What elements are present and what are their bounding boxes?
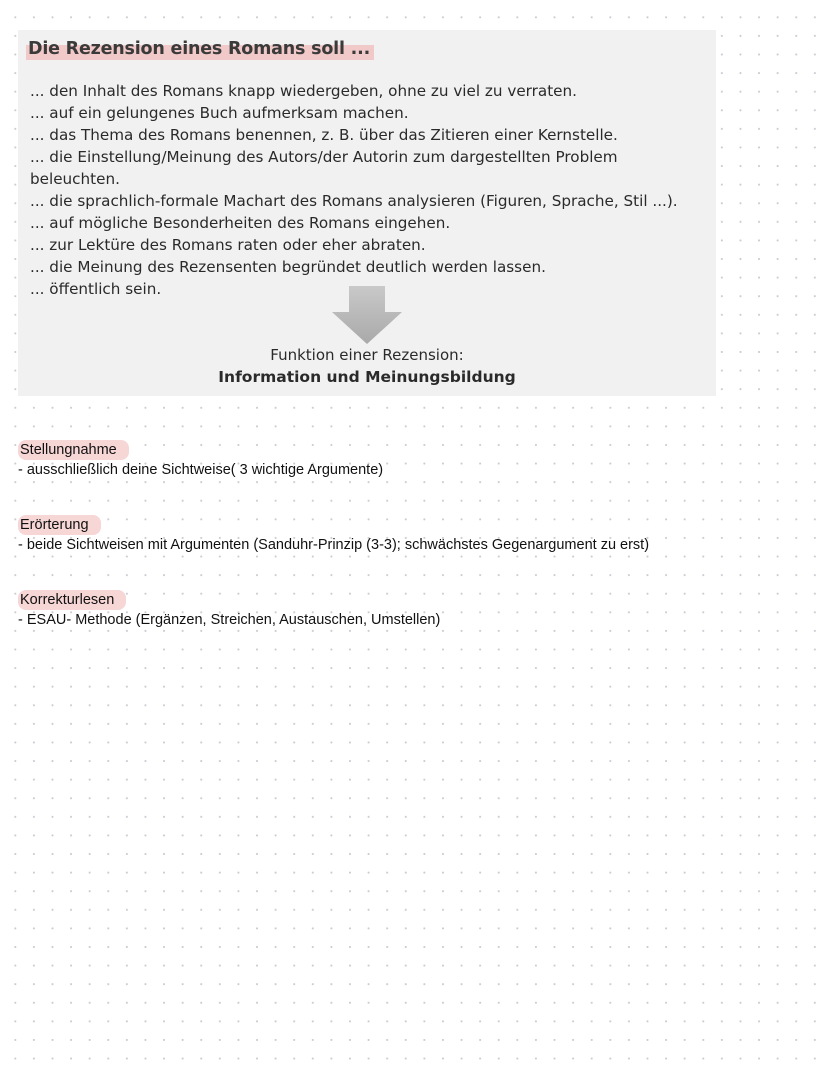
note-eroerterung xyxy=(18,515,649,554)
list-item: ... die Einstellung/Meinung des Autors/der Autorin zum dargestellten Problem beleuchten. xyxy=(30,148,618,188)
function-label: Funktion einer Rezension: xyxy=(270,346,464,364)
note-text: - ESAU- Methode (Ergänzen, Streichen, Austauschen, Umstellen) xyxy=(18,612,441,628)
scanned-textbook-excerpt xyxy=(18,30,716,396)
note-heading: Stellungnahme xyxy=(18,440,129,460)
list-item: ... den Inhalt des Romans knapp wiedergeben, ohne zu viel zu verraten. xyxy=(30,82,577,100)
review-criteria-list xyxy=(30,80,710,300)
list-item: ... auf mögliche Besonderheiten des Romans eingehen. xyxy=(30,214,451,232)
note-korrekturlesen xyxy=(18,590,440,629)
excerpt-title: Die Rezension eines Romans soll ... xyxy=(26,38,374,62)
list-item: ... öffentlich sein. xyxy=(30,280,162,298)
down-arrow-icon xyxy=(332,286,402,344)
function-value: Information und Meinungsbildung xyxy=(218,368,516,386)
note-text: - beide Sichtweisen mit Argumenten (Sanduhr-Prinzip (3-3); schwächstes Gegenargument zu erst) xyxy=(18,537,650,553)
note-heading: Erörterung xyxy=(18,515,101,535)
list-item: ... auf ein gelungenes Buch aufmerksam machen. xyxy=(30,104,409,122)
list-item: ... zur Lektüre des Romans raten oder eher abraten. xyxy=(30,236,426,254)
list-item: ... die sprachlich-formale Machart des Romans analysieren (Figuren, Sprache, Stil ...). xyxy=(30,192,678,210)
note-stellungnahme xyxy=(18,440,383,479)
list-item: ... das Thema des Romans benennen, z. B. über das Zitieren einer Kernstelle. xyxy=(30,126,618,144)
list-item: ... die Meinung des Rezensenten begründet deutlich werden lassen. xyxy=(30,258,546,276)
note-heading: Korrekturlesen xyxy=(18,590,126,610)
note-text: - ausschließlich deine Sichtweise( 3 wichtige Argumente) xyxy=(18,462,384,478)
